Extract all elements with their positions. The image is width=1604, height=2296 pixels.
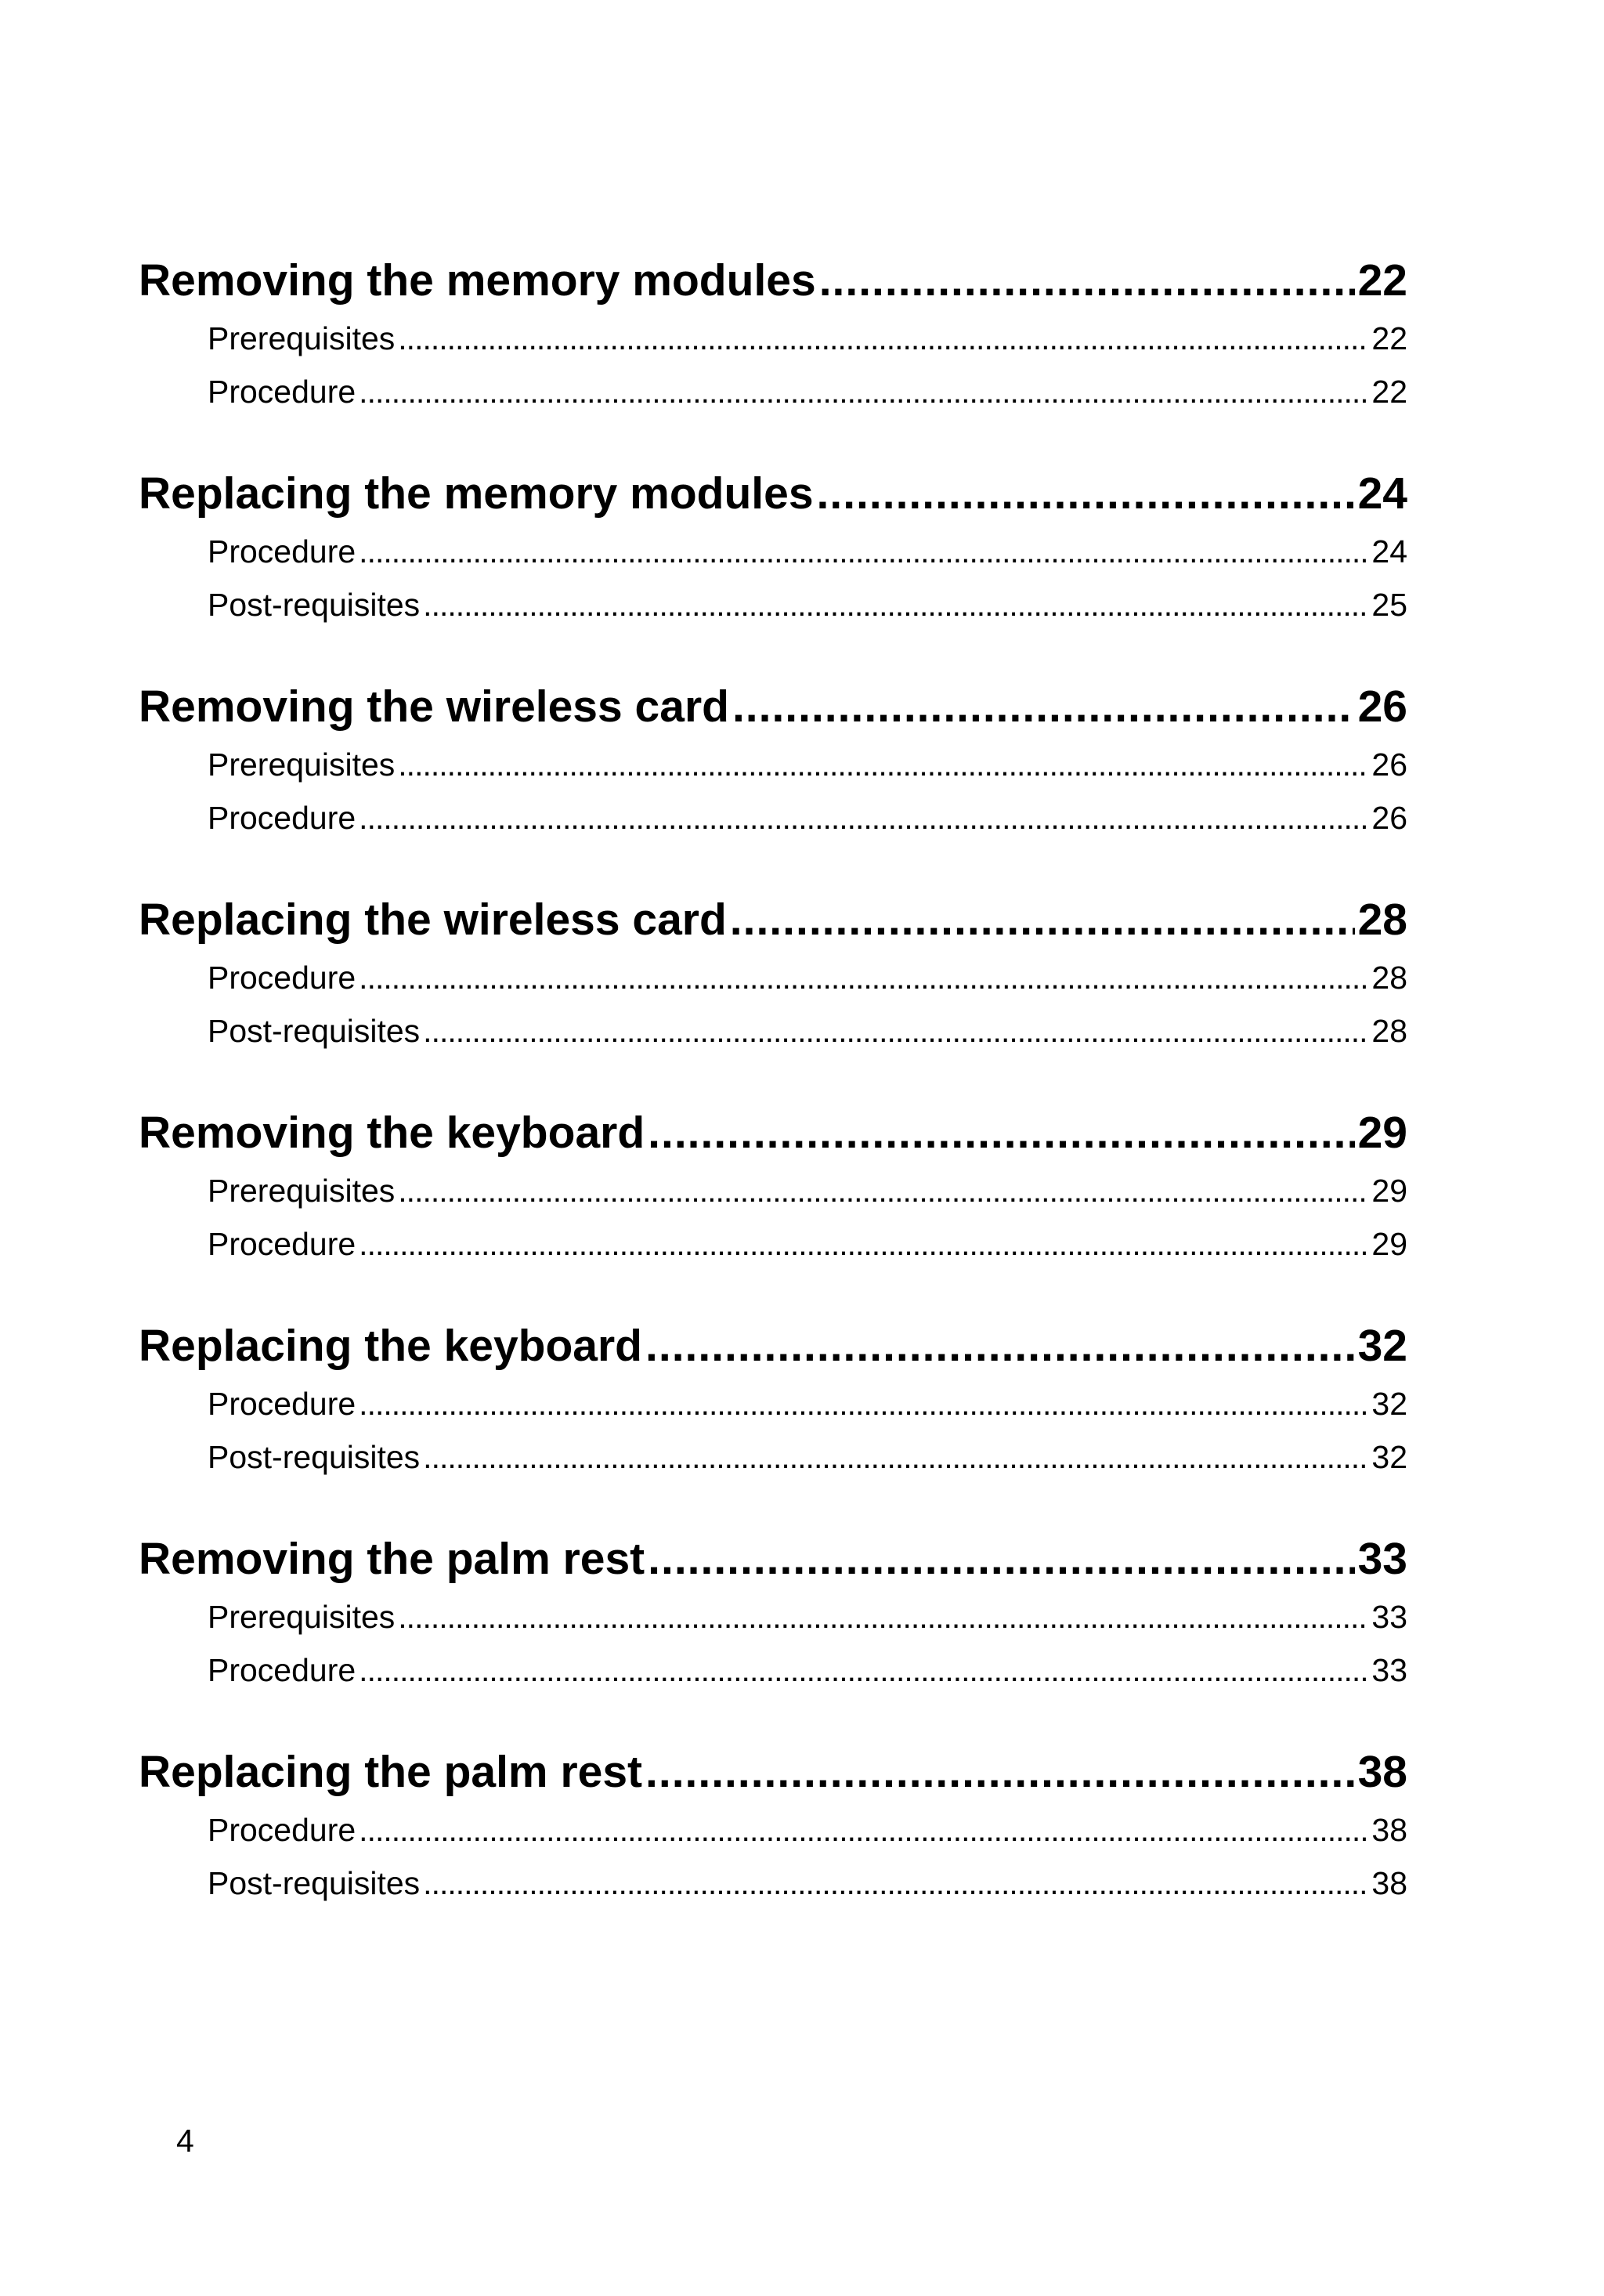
toc-section <box>139 675 1407 844</box>
toc-section <box>139 1101 1407 1271</box>
toc-subentry-title: Post-requisites <box>208 1013 421 1049</box>
toc-subentry-link[interactable] <box>208 1590 1407 1643</box>
toc-heading-page: 29 <box>1357 1108 1407 1158</box>
toc-heading-page: 22 <box>1357 255 1407 306</box>
toc-subentry-title: Procedure <box>208 533 356 569</box>
toc-subentry-link[interactable] <box>208 1377 1407 1430</box>
toc-subentry-title: Prerequisites <box>208 1599 396 1635</box>
dot-leader <box>648 1528 1354 1590</box>
toc-heading-page: 24 <box>1357 468 1407 519</box>
toc-section <box>139 888 1407 1058</box>
toc-subentry-page: 24 <box>1371 533 1407 569</box>
table-of-contents <box>139 249 1407 1954</box>
dot-leader <box>732 675 1355 738</box>
toc-subentry-page: 22 <box>1371 374 1407 410</box>
page-number: 4 <box>176 2123 194 2159</box>
dot-leader <box>423 578 1368 631</box>
toc-subentry-title: Procedure <box>208 1386 356 1422</box>
dot-leader <box>730 888 1355 951</box>
toc-subentry-title: Procedure <box>208 374 356 410</box>
toc-subentry-title: Post-requisites <box>208 587 421 623</box>
dot-leader <box>359 1643 1368 1697</box>
toc-subentry-link[interactable] <box>208 1004 1407 1058</box>
dot-leader <box>423 1857 1368 1910</box>
dot-leader <box>423 1004 1368 1058</box>
dot-leader <box>648 1101 1354 1164</box>
toc-subentry-title: Prerequisites <box>208 1173 396 1209</box>
dot-leader <box>359 951 1368 1004</box>
toc-subentry-page: 26 <box>1371 747 1407 783</box>
dot-leader <box>819 249 1355 312</box>
toc-subentry-link[interactable] <box>208 312 1407 365</box>
toc-heading-link[interactable] <box>139 675 1407 738</box>
toc-subentry-link[interactable] <box>208 738 1407 791</box>
toc-heading-title: Replacing the keyboard <box>139 1321 643 1371</box>
toc-heading-title: Replacing the wireless card <box>139 895 727 945</box>
dot-leader <box>359 365 1368 418</box>
dot-leader <box>359 791 1368 844</box>
dot-leader <box>398 1590 1368 1643</box>
toc-subentry-title: Post-requisites <box>208 1865 421 1901</box>
toc-subentry-title: Procedure <box>208 960 356 996</box>
toc-subentry-page: 25 <box>1371 587 1407 623</box>
toc-subentry-page: 29 <box>1371 1226 1407 1262</box>
toc-subentry-page: 28 <box>1371 1013 1407 1049</box>
toc-subentry-link[interactable] <box>208 578 1407 631</box>
dot-leader <box>645 1314 1355 1377</box>
toc-subentry-page: 28 <box>1371 960 1407 996</box>
toc-subentry-title: Procedure <box>208 1812 356 1848</box>
toc-subentry-link[interactable] <box>208 365 1407 418</box>
toc-heading-link[interactable] <box>139 249 1407 312</box>
dot-leader <box>645 1741 1355 1803</box>
toc-section <box>139 1528 1407 1697</box>
toc-subentry-title: Procedure <box>208 1652 356 1688</box>
toc-subentry-page: 32 <box>1371 1439 1407 1475</box>
toc-subentry-page: 33 <box>1371 1599 1407 1635</box>
dot-leader <box>423 1430 1368 1484</box>
toc-subentry-title: Prerequisites <box>208 747 396 783</box>
dot-leader <box>359 525 1368 578</box>
toc-heading-link[interactable] <box>139 1528 1407 1590</box>
dot-leader <box>817 462 1355 525</box>
toc-subentry-page: 38 <box>1371 1865 1407 1901</box>
dot-leader <box>398 738 1368 791</box>
toc-subentry-link[interactable] <box>208 951 1407 1004</box>
dot-leader <box>359 1217 1368 1271</box>
toc-subentry-link[interactable] <box>208 791 1407 844</box>
toc-subentry-page: 22 <box>1371 320 1407 356</box>
toc-subentry-title: Prerequisites <box>208 320 396 356</box>
dot-leader <box>359 1803 1368 1857</box>
dot-leader <box>398 312 1368 365</box>
toc-heading-page: 26 <box>1357 682 1407 732</box>
toc-subentry-page: 26 <box>1371 800 1407 836</box>
toc-subentry-link[interactable] <box>208 1217 1407 1271</box>
toc-subentry-page: 38 <box>1371 1812 1407 1848</box>
toc-heading-title: Removing the keyboard <box>139 1108 645 1158</box>
dot-leader <box>398 1164 1368 1217</box>
toc-heading-link[interactable] <box>139 1101 1407 1164</box>
toc-heading-title: Removing the palm rest <box>139 1534 645 1584</box>
toc-heading-title: Removing the wireless card <box>139 682 729 732</box>
toc-section <box>139 249 1407 418</box>
toc-subentry-title: Procedure <box>208 800 356 836</box>
toc-heading-link[interactable] <box>139 462 1407 525</box>
toc-heading-page: 28 <box>1357 895 1407 945</box>
toc-subentry-link[interactable] <box>208 1803 1407 1857</box>
toc-subentry-link[interactable] <box>208 1164 1407 1217</box>
dot-leader <box>359 1377 1368 1430</box>
toc-heading-page: 33 <box>1357 1534 1407 1584</box>
toc-subentry-title: Post-requisites <box>208 1439 421 1475</box>
toc-section <box>139 462 1407 631</box>
toc-heading-link[interactable] <box>139 1314 1407 1377</box>
toc-subentry-link[interactable] <box>208 1857 1407 1910</box>
toc-section <box>139 1741 1407 1910</box>
toc-heading-title: Removing the memory modules <box>139 255 816 306</box>
toc-subentry-link[interactable] <box>208 1430 1407 1484</box>
toc-subentry-page: 33 <box>1371 1652 1407 1688</box>
toc-subentry-title: Procedure <box>208 1226 356 1262</box>
toc-subentry-link[interactable] <box>208 1643 1407 1697</box>
toc-subentry-page: 29 <box>1371 1173 1407 1209</box>
toc-section <box>139 1314 1407 1484</box>
toc-heading-title: Replacing the memory modules <box>139 468 814 519</box>
toc-heading-page: 38 <box>1357 1747 1407 1797</box>
toc-heading-page: 32 <box>1357 1321 1407 1371</box>
toc-heading-title: Replacing the palm rest <box>139 1747 643 1797</box>
toc-heading-link[interactable] <box>139 888 1407 951</box>
toc-heading-link[interactable] <box>139 1741 1407 1803</box>
toc-subentry-link[interactable] <box>208 525 1407 578</box>
toc-subentry-page: 32 <box>1371 1386 1407 1422</box>
